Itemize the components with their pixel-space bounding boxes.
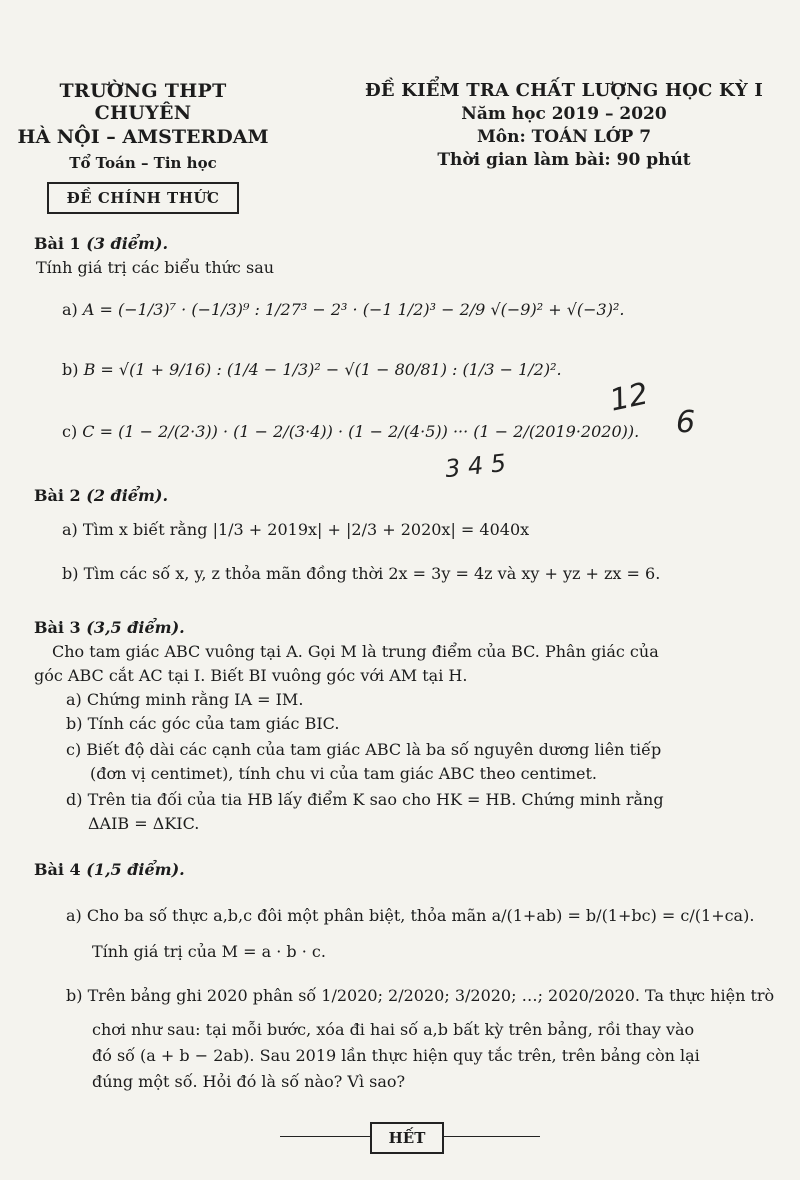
end-rule-left [280,1136,372,1137]
handwriting-345: 3 4 5 [443,448,508,484]
end-marker [280,1122,550,1152]
school-year: Năm học 2019 – 2020 [461,104,667,124]
bai2-title: Bài 2 [34,486,81,505]
handwriting-6: 6 [676,405,696,440]
bai3-c-line2: (đơn vị centimet), tính chu vi của tam giác ABC theo centimet. [90,764,598,783]
duration: Thời gian làm bài: 90 phút [437,150,691,170]
bai2-points: (2 điểm). [86,486,169,505]
header-school-block [8,80,278,214]
bai3-d-line2: ΔAIB = ΔKIC. [88,814,200,833]
bai4-points: (1,5 điểm). [86,860,185,879]
bai4-heading [34,860,185,879]
bai1-c-expression: C = (1 − 2/(2·3)) · (1 − 2/(3·4)) · (1 − 2/(4·5)) ··· (1 − 2/(2019·2020)). [82,422,640,441]
bai4-title: Bài 4 [34,860,81,879]
bai1-heading [34,234,168,253]
bai4-a-line2: Tính giá trị của M = a · b · c. [92,942,326,961]
bai4-b-line2: chơi như sau: tại mỗi bước, xóa đi hai số a,b bất kỳ trên bảng, rồi thay vào [92,1020,695,1039]
bai2-b: b) Tìm các số x, y, z thỏa mãn đồng thời 2x = 3y = 4z và xy + yz + zx = 6. [62,564,661,583]
department: Tổ Toán – Tin học [69,154,217,172]
bai4-a-line1: a) Cho ba số thực a,b,c đôi một phân biệt, thỏa mãn a/(1+ab) = b/(1+bc) = c/(1+ca). [66,906,755,925]
school-name-line1: TRƯỜNG THPT CHUYÊN [59,80,227,124]
end-rule-right [440,1136,540,1137]
bai3-a: a) Chứng minh rằng IA = IM. [66,690,304,709]
bai1-a [62,298,624,322]
bai1-b [62,358,562,382]
official-stamp-box: ĐỀ CHÍNH THỨC [47,182,240,214]
bai3-title: Bài 3 [34,618,81,637]
bai1-c-label: c) [62,422,78,441]
bai3-d-line1: d) Trên tia đối của tia HB lấy điểm K sao cho HK = HB. Chứng minh rằng [66,790,664,809]
bai3-c-line1: c) Biết độ dài các cạnh của tam giác ABC là ba số nguyên dương liên tiếp [66,740,662,759]
bai1-points: (3 điểm). [86,234,169,253]
bai1-b-expression: B = √(1 + 9/16) : (1/4 − 1/3)² − √(1 − 80/81) : (1/3 − 1/2)². [83,360,562,379]
bai1-a-label: a) [62,300,78,319]
bai1-b-label: b) [62,360,79,379]
exam-title: ĐỀ KIỂM TRA CHẤT LƯỢNG HỌC KỲ I [364,80,764,101]
bai1-title: Bài 1 [34,234,81,253]
bai3-heading [34,618,185,637]
bai1-a-expression: A = (−1/3)⁷ · (−1/3)⁹ : 1/27³ − 2³ · (−1 1/2)³ − 2/9 √(−9)² + √(−3)². [82,300,625,319]
bai3-points: (3,5 điểm). [86,618,185,637]
bai3-intro-line2: góc ABC cắt AC tại I. Biết BI vuông góc với AM tại H. [34,666,468,685]
bai1-intro: Tính giá trị các biểu thức sau [36,258,275,277]
school-name-line2: HÀ NỘI – AMSTERDAM [17,126,269,148]
bai3-intro-line1: Cho tam giác ABC vuông tại A. Gọi M là trung điểm của BC. Phân giác của [52,642,659,661]
bai4-b-line4: đúng một số. Hỏi đó là số nào? Vì sao? [92,1072,406,1091]
bai2-a: a) Tìm x biết rằng |1/3 + 2019x| + |2/3 + 2020x| = 4040x [62,520,530,539]
bai1-c [62,420,639,444]
subject: Môn: TOÁN LỚP 7 [476,127,652,147]
bai3-b: b) Tính các góc của tam giác BIC. [66,714,340,733]
header-exam-block [330,80,798,170]
bai2-heading [34,486,168,505]
bai4-b-line1: b) Trên bảng ghi 2020 phân số 1/2020; 2/2020; 3/2020; …; 2020/2020. Ta thực hiện trò [66,986,775,1005]
handwriting-12: 12 [606,376,652,419]
bai4-b-line3: đó số (a + b − 2ab). Sau 2019 lần thực hiện quy tắc trên, trên bảng còn lại [92,1046,700,1065]
end-label: HẾT [370,1122,444,1154]
